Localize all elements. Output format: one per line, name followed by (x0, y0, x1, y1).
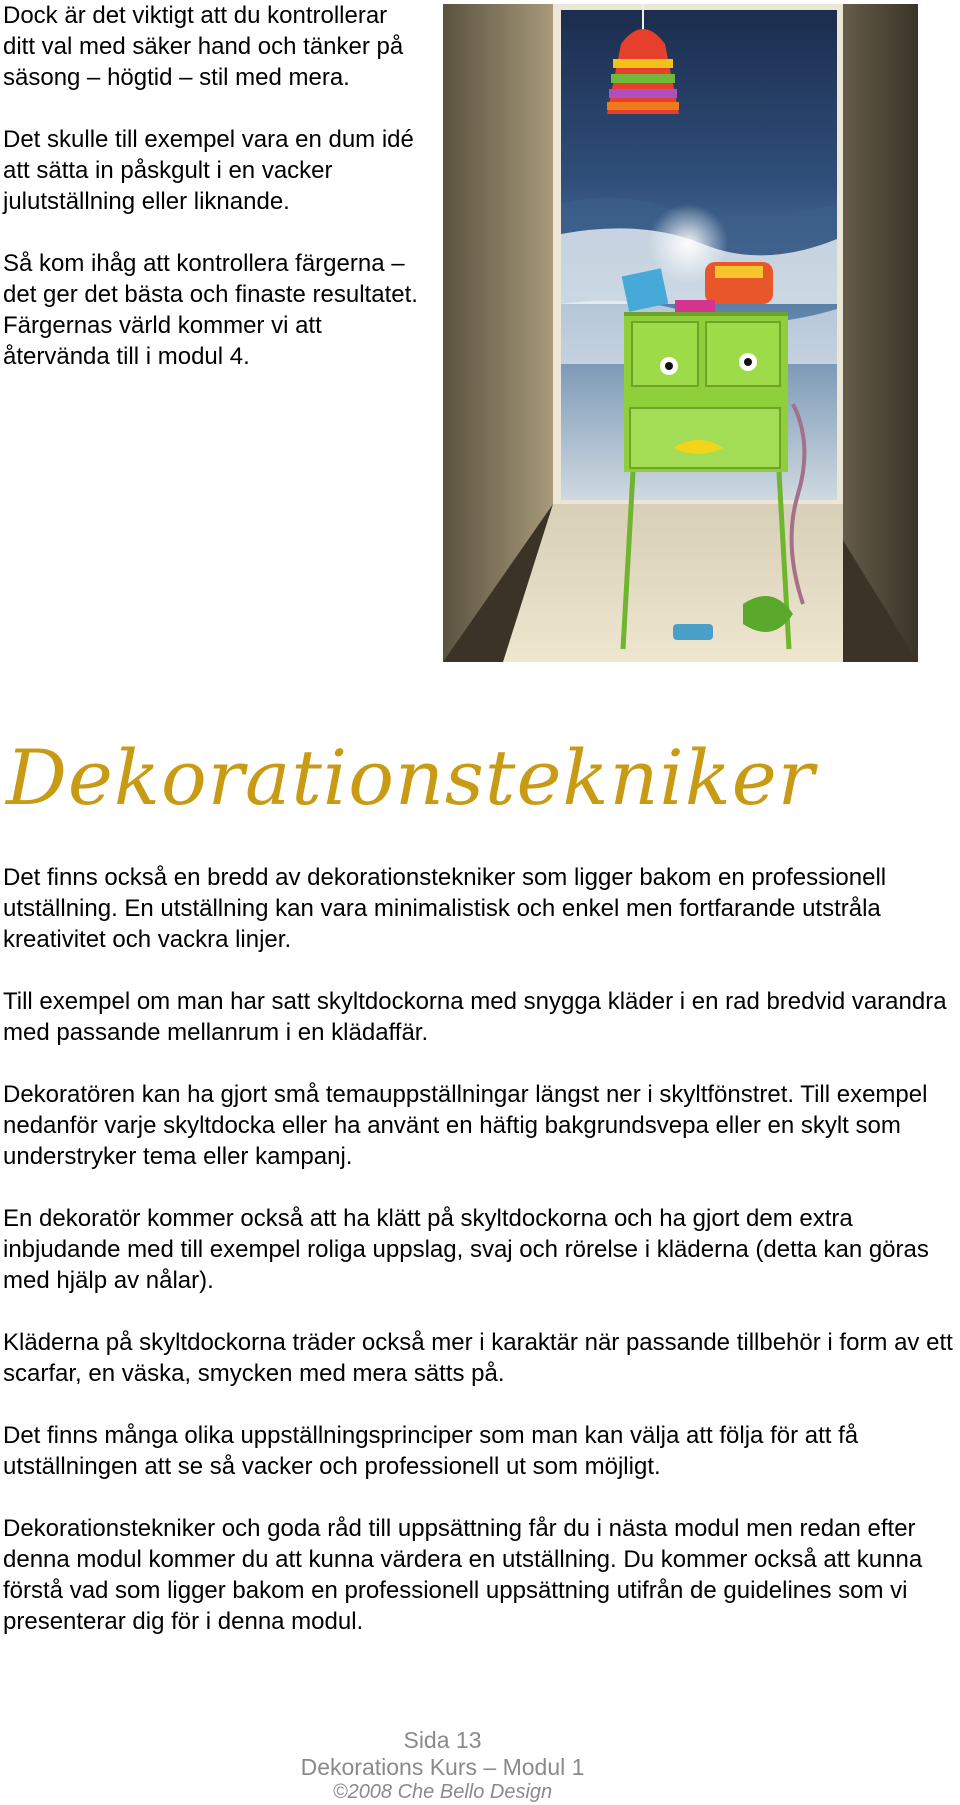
body-paragraph: Dekoratören kan ha gjort små temauppställningar längst ner i skyltfönstret. Till exempel nedanför varje skyltdocka eller ha använt en häftig bakgrundsvepa eller en skylt som understryker tema eller kampanj. (3, 1081, 928, 1170)
body-paragraph: Det finns många olika uppställningsprinciper som man kan välja att följa för att få utställningen att se så vacker och professionell ut som möjligt. (3, 1422, 859, 1480)
body-paragraph: En dekoratör kommer också att ha klätt på skyltdockorna och ha gjort dem extra inbjudande med till exempel roliga uppslag, svaj och rörelse i kläderna (detta kan göras med hjälp av nålar). (3, 1205, 929, 1294)
copyright: ©2008 Che Bello Design (332, 1781, 553, 1803)
shop-window-photo (443, 4, 918, 662)
page-number: Sida 13 (403, 1727, 482, 1753)
intro-paragraph: Så kom ihåg att kontrollera färgerna – det ger det bästa och finaste resultatet. Färgernas värld kommer vi att återvända till i modul 4. (3, 250, 418, 370)
body-paragraph: Till exempel om man har satt skyltdockorna med snygga kläder i en rad bredvid varandra med passande mellanrum i en klädaffär. (3, 988, 947, 1046)
intro-text (3, 0, 423, 403)
body-paragraph: Det finns också en bredd av dekorationstekniker som ligger bakom en professionell utställning. En utställning kan vara minimalistisk och enkel men fortfarande utstråla kreativitet och vackra linjer. (3, 864, 887, 953)
intro-paragraph: Det skulle till exempel vara en dum idé att sätta in påskgult i en vacker julutställning eller liknande. (3, 126, 414, 215)
section-heading: Dekorationstekniker (6, 733, 816, 822)
intro-paragraph: Dock är det viktigt att du kontrollerar ditt val med säker hand och tänker på säsong – högtid – stil med mera. (3, 2, 404, 91)
body-paragraph: Kläderna på skyltdockorna träder också mer i karaktär när passande tillbehör i form av ett scarfar, en väska, smycken med mera sätts på. (3, 1329, 953, 1387)
page-footer (0, 1727, 885, 1803)
body-text (3, 862, 958, 1668)
course-title: Dekorations Kurs – Modul 1 (300, 1754, 585, 1780)
body-paragraph: Dekorationstekniker och goda råd till uppsättning får du i nästa modul men redan efter denna modul kommer du att kunna värdera en utställning. Du kommer också att kunna förstå vad som ligger bakom en professionell uppsättning utifrån de guidelines som vi presenterar dig för i denna modul. (3, 1515, 923, 1635)
shop-window-illustration (443, 4, 918, 662)
